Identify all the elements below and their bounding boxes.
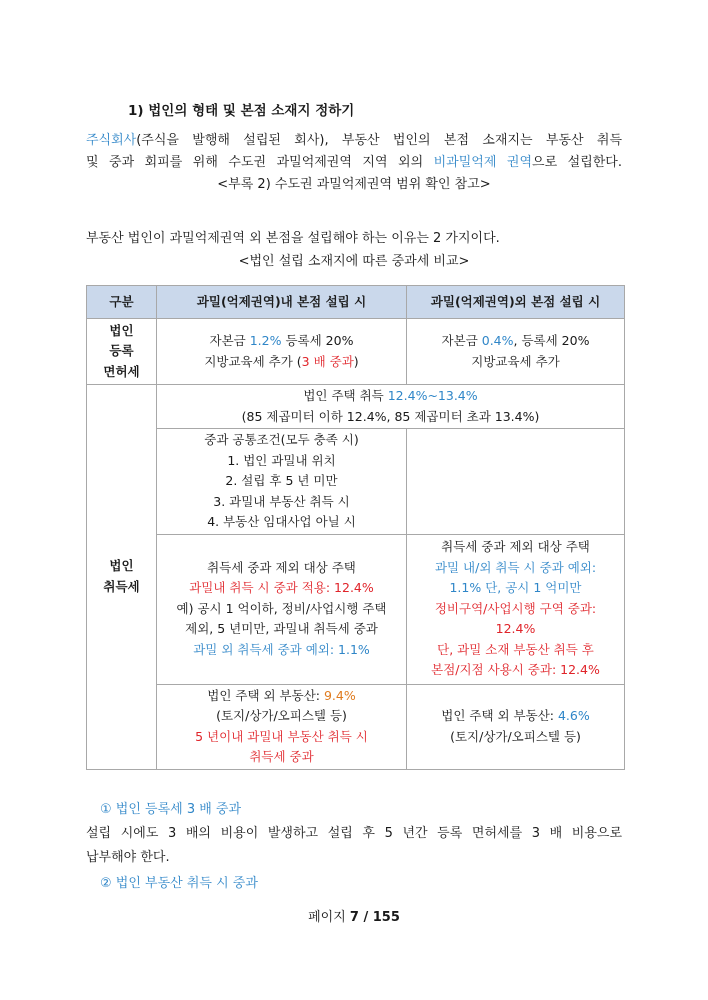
footer-prefix: 페이지: [308, 910, 350, 925]
reason-paragraph: 부동산 법인이 과밀억제권역 외 본점을 설립해야 하는 이유는 2 가지이다.: [86, 231, 500, 246]
label-line: 취득세: [103, 578, 140, 594]
condition-title: 중과 공통조건(모두 충족 시): [204, 432, 359, 447]
rate-value: 12.4%~13.4%: [387, 388, 478, 403]
nonhouse-surcharge: 취득세 중과: [249, 749, 314, 764]
nonhouse-types: (토지/상가/오피스텔 등): [450, 728, 581, 744]
label-line: 면허세: [103, 363, 140, 379]
condition-item: 4. 부동산 임대사업 아닐 시: [207, 514, 356, 529]
header-category: 구분: [87, 286, 157, 319]
table-row-conditions: [87, 429, 625, 535]
condition-item: 3. 과밀내 부동산 취득 시: [213, 493, 350, 509]
rate-value: 0.4%: [481, 333, 514, 348]
excl-surcharge: 12.4%: [495, 621, 536, 637]
text: 법인 주택 외 부동산:: [441, 708, 558, 723]
table-row-nonhouse: [87, 684, 625, 769]
surcharge-note: 3 배 중과: [301, 353, 354, 369]
rate-value: 9.4%: [323, 687, 356, 703]
term-non-overcrowded: 비과밀억제 권역: [433, 155, 533, 170]
intro-paragraph: [86, 130, 622, 196]
acq-common-line1: [159, 386, 622, 407]
table-caption: <법인 설립 소재지에 따른 중과세 비교>: [238, 254, 470, 269]
nonhouse-types: (토지/상가/오피스텔 등): [216, 708, 347, 723]
nonhouse-outside-line1: [409, 706, 622, 727]
nonhouse-surcharge: 5 년이내 과밀내 부동산 취득 시: [195, 728, 368, 744]
body-paragraph: [86, 822, 622, 870]
page-number: 7: [349, 910, 359, 925]
label-registration: [87, 319, 157, 385]
excl-inside-cell: [157, 534, 407, 684]
intro-line-2: [86, 152, 622, 174]
excl-surcharge: 과밀내 취득 시 중과 적용: 12.4%: [189, 580, 374, 596]
tax-comparison-table: [86, 285, 625, 770]
body-line-1: 설립 시에도 3 배의 비용이 발생하고 설립 후 5 년간 등록 면허세를 3 배 비용으로: [86, 826, 622, 841]
footer-separator: /: [358, 910, 373, 925]
text: ): [353, 353, 359, 369]
rate-value: 4.6%: [557, 708, 590, 723]
condition-item: 1. 법인 과밀내 위치: [227, 452, 336, 468]
label-line: 등록: [109, 343, 134, 359]
acq-common-cell: [157, 385, 625, 429]
table-row-registration: [87, 319, 625, 385]
excl-exception: 과밀 외 취득세 중과 예외: 1.1%: [193, 641, 370, 657]
condition-item: 2. 설립 후 5 년 미만: [225, 473, 338, 488]
intro-line-1: [86, 130, 622, 152]
excl-surcharge: 정비구역/사업시행 구역 중과:: [434, 600, 597, 616]
excl-exception: 1.1% 단, 공시 1 억미만: [449, 580, 582, 596]
label-acquisition: [87, 385, 157, 770]
excl-title: 취득세 중과 제외 대상 주택: [441, 539, 590, 555]
table-header-row: [87, 286, 625, 319]
header-outside: 과밀(억제권역)외 본점 설립 시: [407, 286, 625, 319]
reg-inside-line2: [159, 352, 404, 373]
conditions-cell: [157, 429, 407, 535]
excl-title: 취득세 중과 제외 대상 주택: [207, 559, 356, 575]
excl-exception: 과밀 내/외 취득 시 중과 예외:: [434, 559, 597, 575]
page-total: 155: [372, 910, 400, 925]
excl-example: 제외, 5 년미만, 과밀내 취득세 중과: [185, 621, 378, 637]
nonhouse-outside-cell: [407, 684, 625, 769]
page-footer: [0, 906, 708, 925]
reg-inside-cell: [157, 319, 407, 385]
excl-surcharge: 단, 과밀 소재 부동산 취득 후: [437, 641, 594, 657]
text: 등록세 20%: [281, 333, 354, 348]
nonhouse-inside-line1: [159, 686, 404, 707]
text: 법인 주택 외 부동산:: [207, 687, 324, 703]
note-registration: ① 법인 등록세 3 배 중과: [100, 802, 242, 817]
excl-outside-cell: [407, 534, 625, 684]
conditions-empty-cell: [407, 429, 625, 535]
excl-surcharge: 본점/지점 사용시 중과: 12.4%: [431, 662, 600, 678]
note-acquisition: ② 법인 부동산 취득 시 중과: [100, 876, 258, 891]
rate-value: 1.2%: [249, 333, 282, 348]
reg-outside-line2: 지방교육세 추가: [471, 353, 560, 369]
excl-example: 예) 공시 1 억이하, 정비/사업시행 주택: [176, 600, 387, 616]
label-line: 법인: [109, 322, 134, 338]
reg-outside-cell: [407, 319, 625, 385]
nonhouse-inside-cell: [157, 684, 407, 769]
appendix-caption: <부록 2) 수도권 과밀억제권역 범위 확인 참고>: [217, 177, 491, 192]
section-heading: 1) 법인의 형태 및 본점 소재지 정하기: [128, 103, 355, 119]
label-line: 법인: [109, 558, 134, 574]
table-row-exclusions: [87, 534, 625, 684]
intro-line-1-text: (주식을 발행해 설립된 회사), 부동산 법인의 본점 소재지는 부동산 취득: [136, 133, 622, 148]
term-corporation: 주식회사: [86, 133, 137, 148]
intro-line-2-post: 으로 설립한다.: [532, 155, 622, 170]
text: , 등록세 20%: [513, 333, 590, 348]
text: 지방교육세 추가 (: [204, 353, 302, 369]
text: 자본금: [209, 333, 250, 348]
reg-outside-line1: [409, 331, 622, 352]
body-line-2: 납부해야 한다.: [86, 850, 170, 865]
reg-inside-line1: [159, 331, 404, 352]
header-inside: 과밀(억제권역)내 본점 설립 시: [157, 286, 407, 319]
text: 자본금: [441, 333, 482, 348]
intro-line-2-pre: 및 중과 회피를 위해 수도권 과밀억제권역 지역 외의: [86, 155, 434, 170]
table-row-acq-common: [87, 385, 625, 429]
acq-common-detail: (85 제곱미터 이하 12.4%, 85 제곱미터 초과 13.4%): [241, 408, 540, 424]
text: 법인 주택 취득: [303, 388, 388, 403]
